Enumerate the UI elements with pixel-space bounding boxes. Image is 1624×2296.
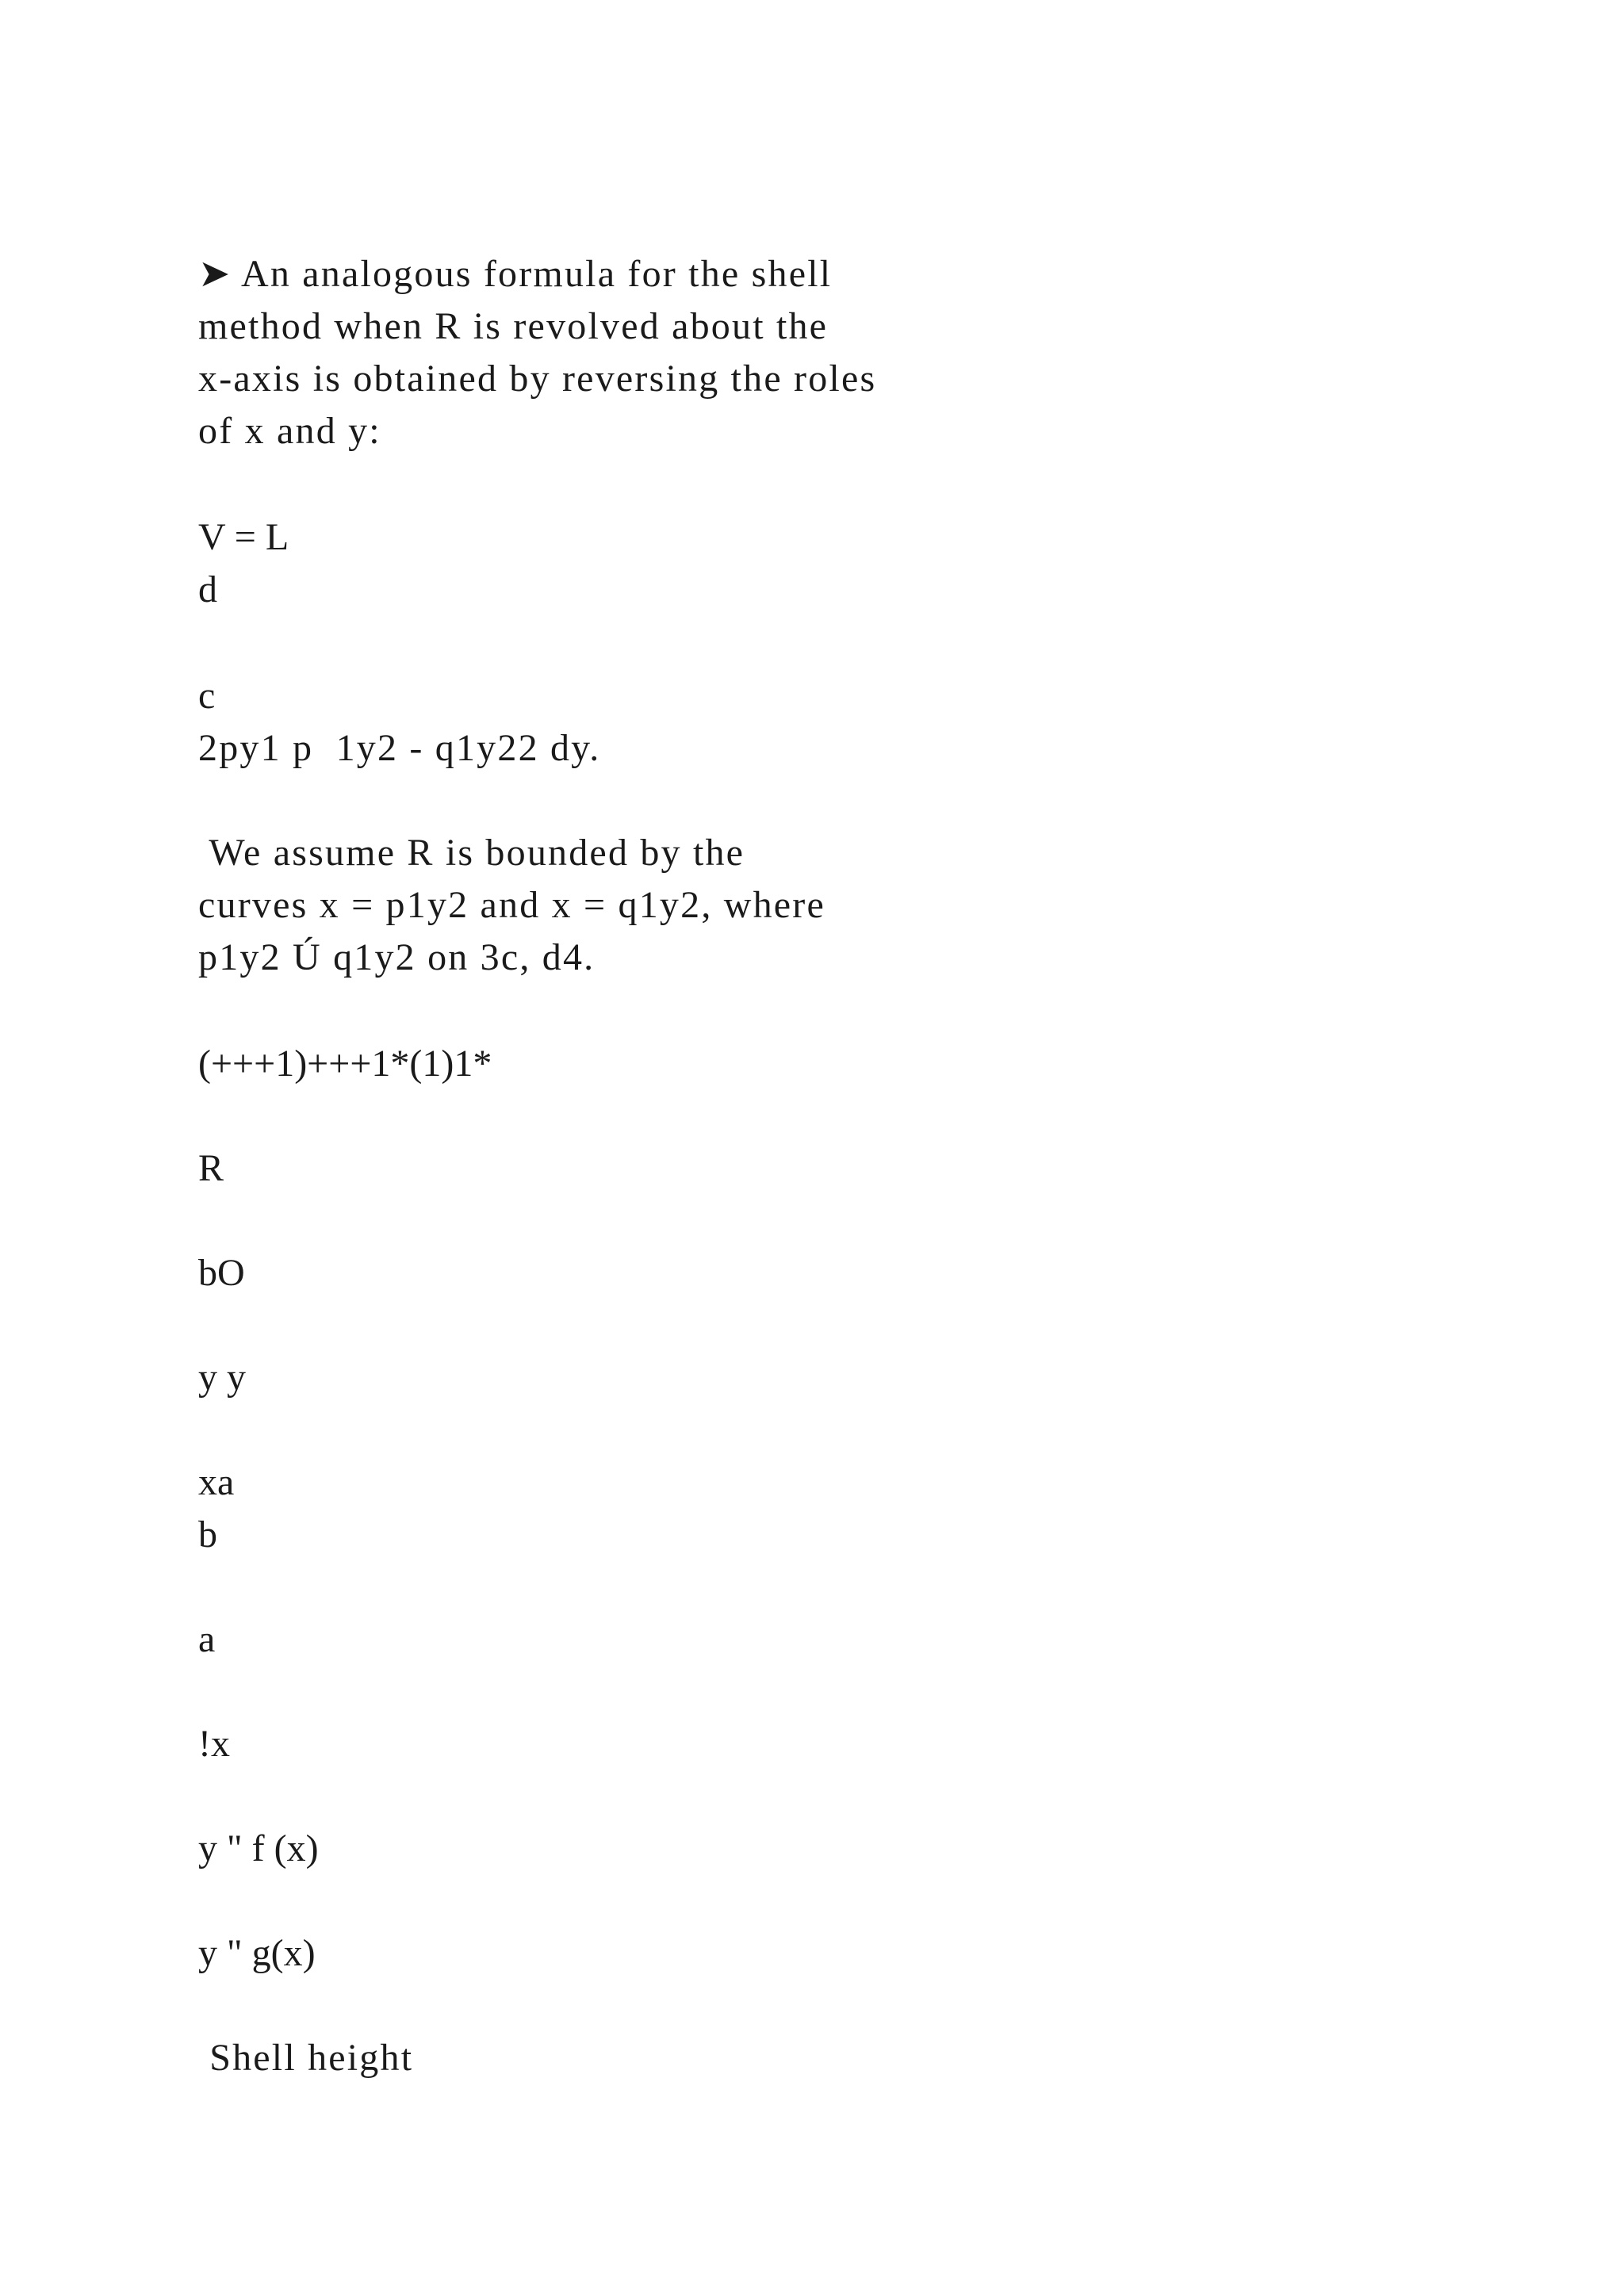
assumption-line-3: p1y2 Ú q1y2 on 3c, d4. <box>198 936 596 978</box>
fragment-y-equals-g: y " g(x) <box>198 1932 316 1974</box>
fragment-yy: y y <box>198 1357 246 1399</box>
intro-line-4: of x and y: <box>198 410 381 452</box>
assumption-line-2: curves x = p1y2 and x = q1y2, where <box>198 884 825 926</box>
intro-line-3: x-axis is obtained by reversing the roles <box>198 358 877 400</box>
fragment-a: a <box>198 1618 216 1660</box>
assumption-line-1: We assume R is bounded by the <box>198 832 745 874</box>
formula-line-3: c <box>198 675 216 717</box>
intro-line-1: ➤ An analogous formula for the shell <box>198 253 833 295</box>
fragment-y-equals-f: y " f (x) <box>198 1827 319 1869</box>
formula-line-4: 2py1 p 1y2 - q1y22 dy. <box>198 727 601 769</box>
formula-line-1: V = L <box>198 516 289 558</box>
fragment-bo: bO <box>198 1252 245 1294</box>
fragment-b: b <box>198 1513 217 1556</box>
fragment-brace-text: (+++1)+++1*(1)1* <box>198 1043 492 1085</box>
fragment-r: R <box>198 1147 224 1189</box>
fragment-delta-x: !x <box>198 1723 230 1765</box>
intro-line-2: method when R is revolved about the <box>198 305 829 347</box>
fragment-shell-height: Shell height <box>198 2037 414 2079</box>
formula-line-2: d <box>198 568 217 610</box>
fragment-xa: xa <box>198 1461 235 1503</box>
